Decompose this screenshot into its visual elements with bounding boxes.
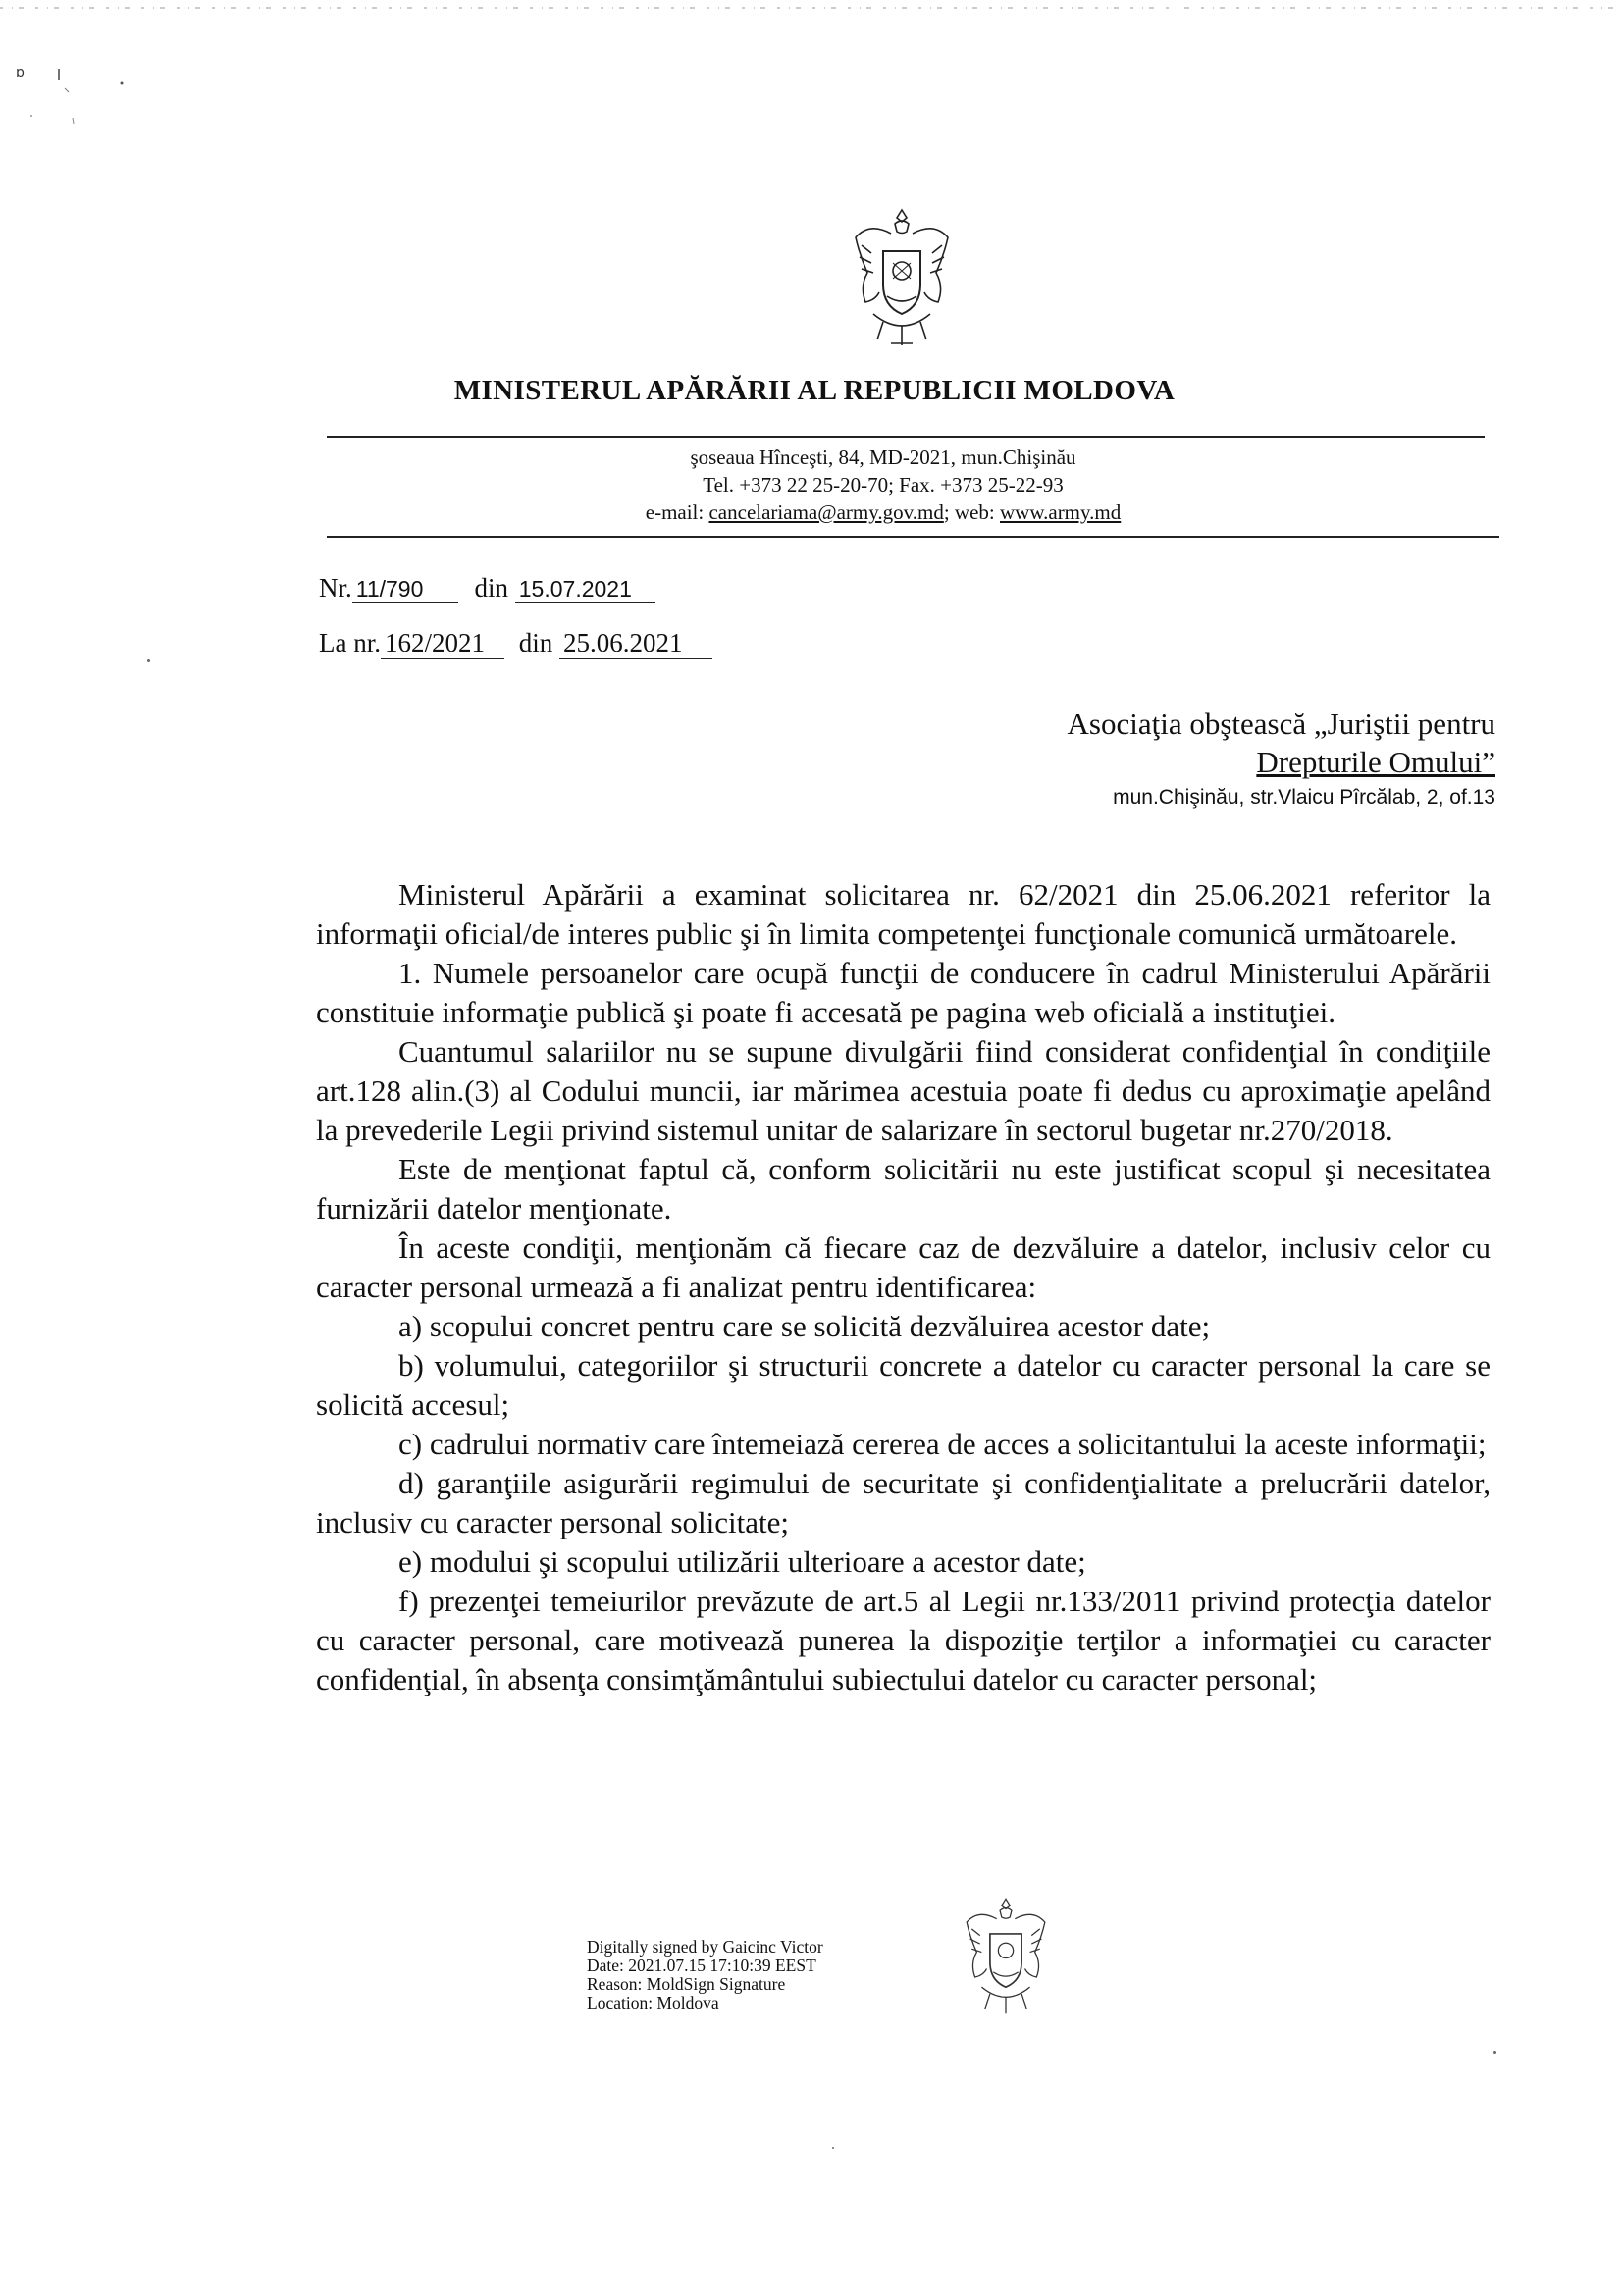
header-divider-bottom: [327, 536, 1499, 538]
letter-body: [316, 875, 1491, 1699]
reference-number: [319, 628, 712, 659]
ministry-title: MINISTERUL APĂRĂRII AL REPUBLICII MOLDOVA: [453, 375, 1176, 406]
nr-label: Nr.: [319, 573, 352, 602]
la-nr-value: 162/2021: [381, 628, 504, 659]
scan-speck: [1493, 2051, 1496, 2054]
body-paragraph: 1. Numele persoanelor care ocupă funcţii de conducere în cadrul Ministerului Apărării constituie informaţie publică şi poate fi accesată pe pagina web oficială a instituţiei.: [316, 956, 1491, 1029]
list-item: f) prezenţei temeiurilor prevăzute de art.5 al Legii nr.133/2011 privind protecţia datelor cu caracter personal, care motivează punerea la dispoziţie terţilor a informaţiei cu caracter confidenţial, în absenţa consimţământului subiectului datelor cu caracter personal;: [316, 1584, 1491, 1696]
list-item: c) cadrului normativ care întemeiază cererea de acces a solicitantului la aceste informaţii;: [398, 1427, 1487, 1461]
body-paragraph: Este de menţionat faptul că, conform solicitării nu este justificat scopul şi necesitatea furnizării datelor menţionate.: [316, 1152, 1491, 1226]
list-item: e) modului şi scopului utilizării ulterioare a acestor date;: [398, 1544, 1086, 1579]
email-link[interactable]: cancelariama@army.gov.md: [708, 500, 944, 524]
list-item: a) scopului concret pentru care se solicită dezvăluirea acestor date;: [398, 1309, 1211, 1343]
nr-value: 11/790: [352, 576, 458, 603]
digital-signature-block: [587, 1938, 920, 2012]
registration-number: [319, 573, 655, 603]
la-nr-label: La nr.: [319, 628, 381, 657]
signature-signed-by: Digitally signed by Gaicinc Victor: [587, 1937, 823, 1957]
web-label: ; web:: [943, 500, 1000, 524]
web-link[interactable]: www.army.md: [999, 500, 1122, 524]
email-label: e-mail:: [645, 500, 709, 524]
recipient-name-line2: Drepturile Omului”: [1256, 745, 1495, 779]
recipient-address: mun.Chişinău, str.Vlaicu Pîrcălab, 2, of.13: [1113, 786, 1495, 809]
scan-speck: [147, 659, 150, 662]
phone-line: Tel. +373 22 25-20-70; Fax. +373 25-22-93: [703, 473, 1064, 496]
recipient-name-line1: Asociaţia obştească „Juriştii pentru: [1067, 706, 1495, 741]
signature-reason: Reason: MoldSign Signature: [587, 1974, 786, 1994]
list-item: b) volumului, categoriilor şi structurii concrete a datelor cu caracter personal la care se solicită accesul;: [316, 1348, 1491, 1422]
din-label: din: [474, 573, 509, 602]
body-paragraph: Cuantumul salariilor nu se supune divulgării fiind considerat confidenţial în condiţiile art.128 alin.(3) al Codului muncii, iar mărimea acestuia poate fi dedus cu aproximaţie apelând la prevederile Legii privind sistemul unitar de salarizare în sectorul bugetar nr.270/2018.: [316, 1034, 1491, 1147]
coat-of-arms-icon: [844, 206, 960, 353]
signature-date: Date: 2021.07.15 17:10:39 EEST: [587, 1956, 816, 1975]
list-item: d) garanţiile asigurării regimului de securitate şi confidenţialitate a prelucrării datelor, inclusiv cu caracter personal solicitate;: [316, 1466, 1491, 1539]
recipient-block: [1068, 704, 1495, 814]
din-value: 15.07.2021: [515, 576, 655, 603]
scan-speck: [832, 2147, 834, 2149]
svg-text:ɒ: ɒ: [16, 65, 25, 80]
header-divider-top: [327, 436, 1485, 438]
scan-specks: [14, 59, 131, 128]
la-din-label: din: [518, 628, 553, 657]
body-paragraph: Ministerul Apărării a examinat solicitarea nr. 62/2021 din 25.06.2021 referitor la informaţii oficial/de interes public şi în limita competenţei funcţionale comunică următoarele.: [316, 877, 1491, 951]
body-paragraph: În aceste condiţii, menţionăm că fiecare caz de dezvăluire a datelor, inclusiv celor cu caracter personal urmează a fi analizat pentru identificarea:: [316, 1230, 1491, 1304]
la-din-value: 25.06.2021: [559, 628, 712, 659]
coat-of-arms-icon: [957, 1892, 1055, 2024]
contact-block: [550, 444, 1217, 526]
email-web-line: [550, 498, 1217, 526]
address-line: şoseaua Hînceşti, 84, MD-2021, mun.Chişinău: [690, 445, 1076, 469]
signature-location: Location: Moldova: [587, 1993, 719, 2012]
scan-artifact-line: [0, 6, 1623, 10]
